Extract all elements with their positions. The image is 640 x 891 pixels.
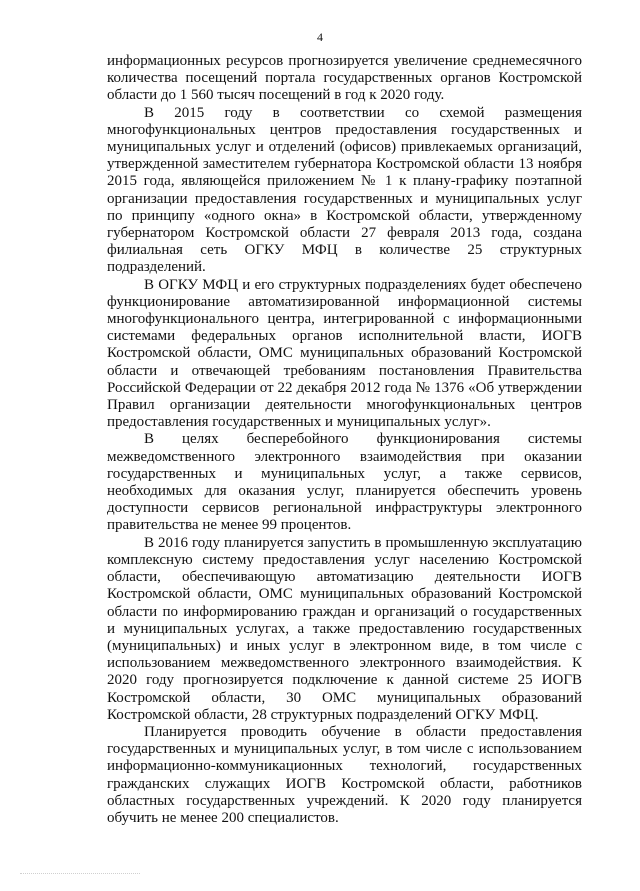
- paragraph-interaction-system: В целях бесперебойного функционирования системы межведомственного электронного взаимодействия при оказании государственных и муниципальных услуг, а также сервисов, необходимых для оказания услуг, планируется обеспечить уровень доступности сервисов региональной инфраструктуры электронного правительства не менее 99 процентов.: [107, 431, 582, 534]
- paragraph-training: Планируется проводить обучение в области предоставления государственных и муниципальных услуг, в том числе с использованием информационно-коммуникационных технологий, государственных гражданских служащих ИОГВ Костромской области, работников областных государственных учреждений. К 2020 году планируется обучить не менее 200 специалистов.: [107, 723, 582, 826]
- document-body: [107, 53, 582, 827]
- paragraph-mfc-system: В ОГКУ МФЦ и его структурных подразделениях будет обеспечено функционирование автоматизированной информационной системы многофункционального центра, интегрированной с информационными системами федеральных органов исполнительной власти, ИОГВ Костромской области, ОМС муниципальных образований Костромской области и отвечающей требованиям постановления Правительства Российской Федерации от 22 декабря 2012 года № 1376 «Об утверждении Правил организации деятельности многофункциональных центров предоставления государственных и муниципальных услуг».: [107, 276, 582, 431]
- paragraph-2016-launch: В 2016 году планируется запустить в промышленную эксплуатацию комплексную систему предоставления услуг населению Костромской области, обеспечивающую автоматизацию деятельности ИОГВ Костромской области, ОМС муниципальных образований Костромской области по информированию граждан и организаций о государственных и муниципальных услугах, а также предоставлению государственных (муниципальных) и иных услуг в электронном виде, в том числе с использованием межведомственного электронного взаимодействия. К 2020 году прогнозируется подключение к данной системе 25 ИОГВ Костромской области, 30 ОМС муниципальных образований Костромской области, 28 структурных подразделений ОГКУ МФЦ.: [107, 534, 582, 723]
- paragraph-mfc-network: В 2015 году в соответствии со схемой размещения многофункциональных центров предоставления государственных и муниципальных услуг и отделений (офисов) привлекаемых организаций, утвержденной заместителем губернатора Костромской области 13 ноября 2015 года, являющейся приложением № 1 к плану-графику поэтапной организации предоставления государственных и муниципальных услуг по принципу «одного окна» в Костромской области, утвержденному губернатором Костромской области 27 февраля 2013 года, создана филиальная сеть ОГКУ МФЦ в количестве 25 структурных подразделений.: [107, 104, 582, 276]
- page-number: 4: [317, 30, 323, 44]
- scan-artifact: [20, 869, 140, 874]
- paragraph-continuation: информационных ресурсов прогнозируется увеличение среднемесячного количества посещений портала государственных органов Костромской области до 1 560 тысяч посещений в год к 2020 году.: [107, 53, 582, 104]
